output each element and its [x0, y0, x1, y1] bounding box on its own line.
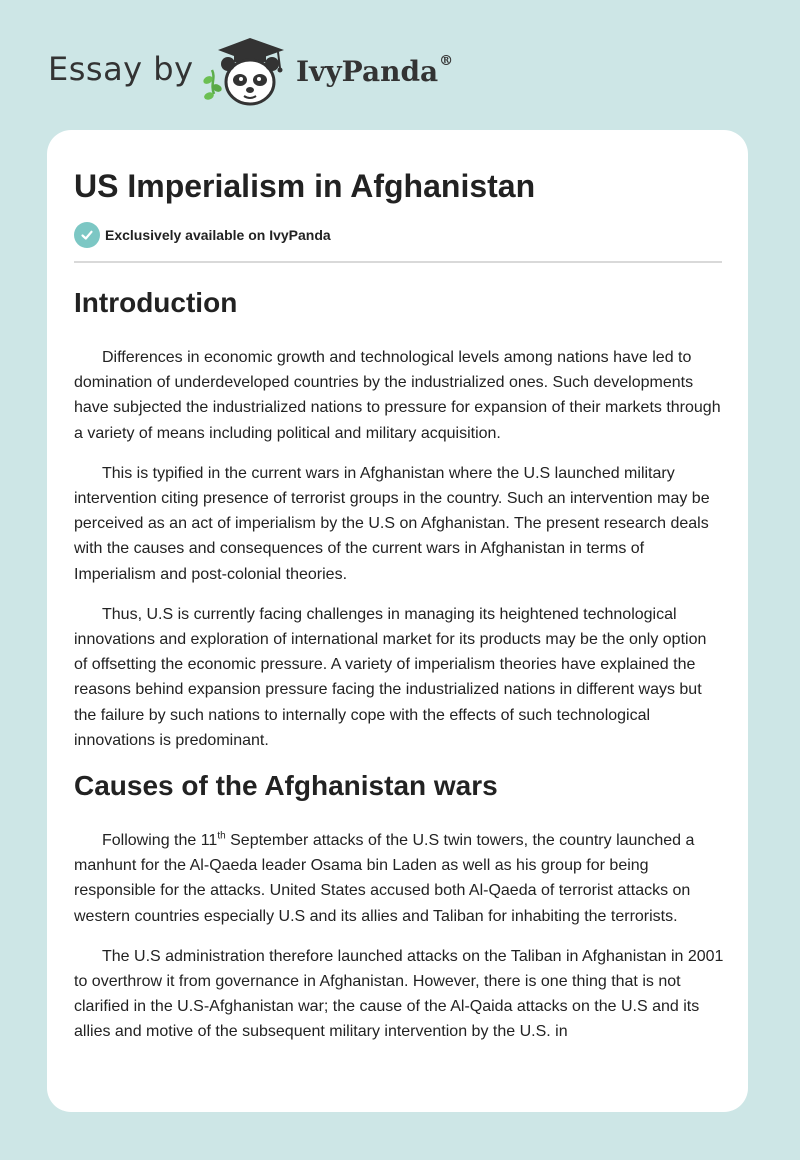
essay-card	[47, 130, 748, 1112]
essay-body	[74, 280, 724, 1045]
brand-name[interactable]: IvyPanda®	[296, 53, 454, 88]
check-icon	[74, 222, 100, 248]
site-header	[0, 0, 800, 130]
exclusive-badge	[74, 222, 331, 248]
divider	[74, 261, 722, 263]
panda-logo-icon[interactable]	[200, 34, 296, 108]
paragraph: Differences in economic growth and technological levels among nations have led to domination of underdeveloped countries by the industrialized ones. Such developments have subjected the industrialized nations to pressure for expansion of their markets through a variety of means including political and military acquisition.	[74, 349, 721, 442]
essay-by-label: Essay by	[48, 50, 194, 88]
page-title: US Imperialism in Afghanistan	[74, 168, 536, 204]
section-heading-introduction: Introduction	[74, 287, 238, 318]
section-heading-causes: Causes of the Afghanistan wars	[74, 770, 498, 802]
paragraph: The U.S administration therefore launched attacks on the Taliban in Afghanistan in 2001 to overthrow it from governance in Afghanistan. However, there is one thing that is not clarified in the U.S-Afghanistan war; the cause of the Al-Qaida attacks on the U.S and its allies and motive of the subsequent military intervention by the U.S. in	[74, 947, 724, 1041]
paragraph: Following the 11th September attacks of the U.S twin towers, the country launched a manhunt for the Al-Qaeda leader Osama bin Laden as well as his group for being responsible for the attacks. United States accused both Al-Qaeda of terrorist attacks on western countries especially U.S and its allies and Taliban for inhabiting the terrorists.	[74, 830, 695, 925]
registered-mark: ®	[439, 53, 454, 69]
paragraph: This is typified in the current wars in Afghanistan where the U.S launched military intervention citing presence of terrorist groups in the country. Such an intervention may be perceived as an act of imperialism by the U.S on Afghanistan. The present research deals with the causes and consequences of the current wars in Afghanistan in terms of Imperialism and post-colonial theories.	[74, 464, 710, 583]
paragraph: Thus, U.S is currently facing challenges in managing its heightened technological innovations and exploration of international market for its products may be the only option of offsetting the economic pressure. A variety of imperialism theories have explained the reasons behind expansion pressure facing the industrialized nations in different ways but the failure by such nations to internally cope with the effects of such technological innovations is predominant.	[74, 605, 707, 749]
badge-label: Exclusively available on IvyPanda	[105, 227, 331, 243]
